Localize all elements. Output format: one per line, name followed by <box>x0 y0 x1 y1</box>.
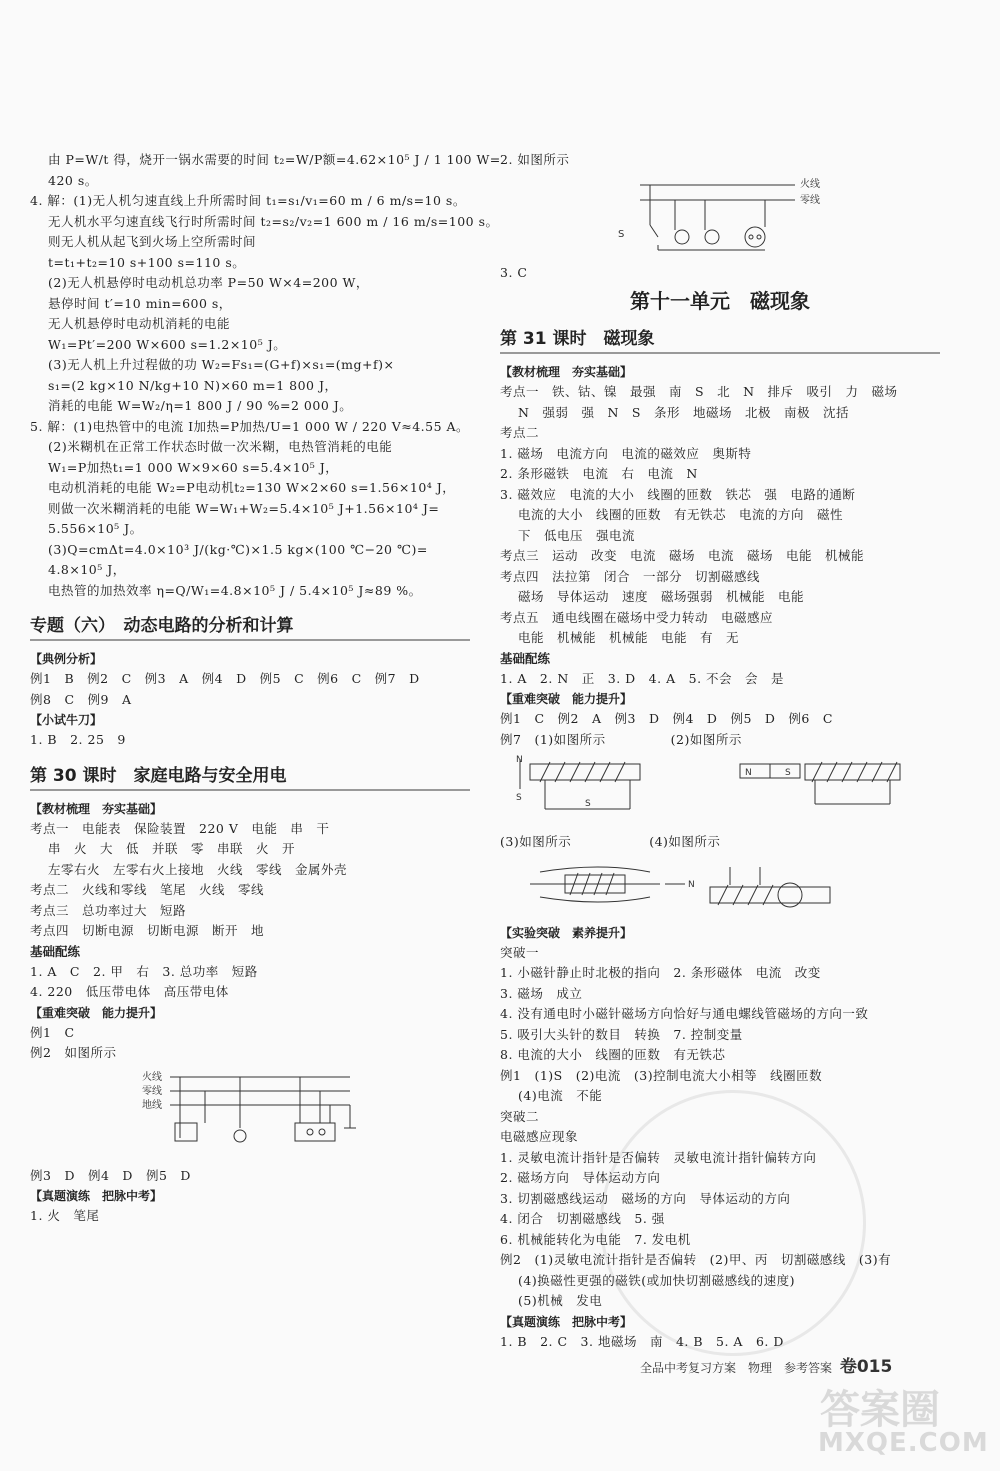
answer-line: (4)换磁性更强的磁铁(或加快切割磁感线的速度) <box>518 1272 795 1288</box>
answer-line: 考点三 总功率过大 短路 <box>30 902 187 918</box>
answer-line: 5.556×10⁵ J。 <box>48 521 143 536</box>
figure-label: S <box>516 793 522 803</box>
section-tag: 【实验突破 素养提升】 <box>500 925 633 940</box>
circuit-label: 地线 <box>142 1099 162 1111</box>
answer-line: 1. 灵敏电流计指针是否偏转 灵敏电流计指针偏转方向 <box>500 1149 817 1165</box>
circuit-label: 零线 <box>800 194 820 206</box>
answer-line: 由 P=W/t 得，烧开一锅水需要的时间 t₂=W/P额=4.62×10⁵ J / 1 100 W= <box>48 152 501 167</box>
answer-line: 2. 磁场方向 导体运动方向 <box>500 1170 661 1185</box>
answer-line: 1. 小磁针静止时北极的指向 2. 条形磁体 电流 改变 <box>500 965 821 980</box>
answer-line: 悬停时间 t′=10 min=600 s， <box>48 295 232 311</box>
section-tag: 【典例分析】 <box>30 652 103 666</box>
answer-line: t=t₁+t₂=10 s+100 s=110 s。 <box>48 254 246 270</box>
lesson30-practice-lines <box>30 962 470 1003</box>
answer-line: N 强弱 强 N S 条形 地磁场 北极 南极 沈括 <box>518 404 849 420</box>
answer-line: 例3 D 例4 D 例5 D <box>30 1167 191 1183</box>
answer-line: 考点五 通电线圈在磁场中受力转动 电磁感应 <box>500 609 774 625</box>
answer-line: 例1 B 例2 C 例3 A 例4 D 例5 C 例6 C 例7 D <box>30 671 420 686</box>
answer-line: 3. 磁场 成立 <box>500 985 583 1001</box>
sub-heading: 突破二 <box>500 1108 540 1124</box>
answer-line: 无人机悬停时电动机消耗的电能 <box>48 316 231 331</box>
answer-line: 例8 C 例9 A <box>30 691 132 707</box>
left-answer-lines <box>30 150 501 601</box>
answer-line: (5)机械 发电 <box>518 1293 603 1308</box>
unit-title: 第十一单元 磁现象 <box>630 289 810 313</box>
breakthrough1-lines <box>500 963 940 1107</box>
answer-line: (3)无人机上升过程做的功 W₂=Fs₁=(G+f)×s₁=(mg+f)× <box>48 357 395 372</box>
figure-label: N <box>688 879 695 890</box>
watermark-url: MXQE.COM <box>818 1428 989 1458</box>
section-tag: 【小试牛刀】 <box>30 713 103 727</box>
page-prefix: 卷 <box>839 1357 857 1377</box>
answer-line: 6. 机械能转化为电能 7. 发电机 <box>500 1231 691 1247</box>
answer-line: 例2 如图所示 <box>30 1045 117 1060</box>
figure-label: S <box>785 768 791 778</box>
answer-line: 3. 切割磁感线运动 磁场的方向 导体运动的方向 <box>500 1190 791 1206</box>
section-tag: 【教材梳理 夯实基础】 <box>30 801 163 816</box>
answer-line: (3)如图所示 (4)如图所示 <box>500 834 721 849</box>
topic6-title: 专题（六） 动态电路的分析和计算 <box>30 607 470 641</box>
breakthrough2-lines <box>500 1127 940 1312</box>
answer-line: 考点二 <box>500 425 540 440</box>
answer-line: 考点一 铁、钴、镍 最强 南 S 北 N 排斥 吸引 力 磁场 <box>500 384 898 399</box>
sub-heading: 基础配练 <box>30 943 81 959</box>
left-column <box>30 150 501 1227</box>
answer-line: 例1 (1)S (2)电流 (3)控制电流大小相等 线圈匝数 <box>500 1067 823 1083</box>
answer-line: 1. 磁场 电流方向 电流的磁效应 奥斯特 <box>500 445 752 461</box>
answer-line: W₁=Pt′=200 W×600 s=1.2×10⁵ J。 <box>48 336 287 352</box>
answer-line: (4)电流 不能 <box>518 1088 603 1103</box>
answer-line: 例7 (1)如图所示 (2)如图所示 <box>500 731 742 747</box>
answer-line: 则无人机从起飞到火场上空所需时间 <box>48 234 257 249</box>
switch-label: S <box>618 228 625 240</box>
answer-line: 无人机水平匀速直线飞行时所需时间 t₂=s₂/v₂=1 600 m / 16 m/s=100 s。 <box>48 213 499 229</box>
answer-line: (2)米糊机在正常工作状态时做一次米糊，电热管消耗的电能 <box>48 439 393 454</box>
page-number: 015 <box>856 1357 893 1377</box>
answer-line: 下 低电压 强电流 <box>518 527 636 543</box>
watermark-logo: 答案圈 <box>820 1387 940 1433</box>
home-circuit-diagram <box>30 1068 470 1158</box>
answer-line: 考点四 切断电源 切断电源 断开 地 <box>30 923 265 938</box>
answer-line: 考点四 法拉第 闭合 一部分 切割磁感线 <box>500 568 761 584</box>
answer-line: 4. 220 低压带电体 高压带电体 <box>30 984 229 999</box>
section-tag: 【重难突破 能力提升】 <box>500 692 633 706</box>
answer-line: 2. 如图所示 <box>500 152 570 167</box>
answer-line: (3)Q=cmΔt=4.0×10³ J/(kg·℃)×1.5 kg×(100 ℃−20 ℃)= <box>48 541 428 557</box>
figure-label: N <box>516 755 523 765</box>
page-footer <box>640 1352 892 1377</box>
answer-line: 420 s。 <box>48 172 98 188</box>
answer-line: (2)无人机悬停时电动机总功率 P=50 W×4=200 W， <box>48 275 369 290</box>
answer-line: 电动机消耗的电能 W₂=P电动机t₂=130 W×2×60 s=1.56×10⁴ J， <box>48 480 456 495</box>
sub-heading: 基础配练 <box>500 650 551 666</box>
section-tag: 【真题演练 把脉中考】 <box>500 1314 633 1329</box>
answer-line: 例1 C <box>30 1024 75 1040</box>
answer-line: 串 火 大 低 并联 零 串联 火 开 <box>48 841 296 856</box>
answer-line: 电能 机械能 机械能 电能 有 无 <box>518 630 740 645</box>
answer-line: 考点三 运动 改变 电流 磁场 电流 磁场 电能 机械能 <box>500 548 865 563</box>
section-tag: 【教材梳理 夯实基础】 <box>500 365 633 379</box>
answer-line: 1. A 2. N 正 3. D 4. A 5. 不会 会 是 <box>500 670 785 686</box>
answer-line: 电热管的加热效率 η=Q/W₁=4.8×10⁵ J / 5.4×10⁵ J≈89 %。 <box>48 582 422 598</box>
answer-line: 电磁感应现象 <box>500 1129 579 1144</box>
answer-line: 5. 解：(1)电热管中的电流 I加热=P加热/U=1 000 W / 220 V≈4.55 A。 <box>30 418 470 434</box>
circuit-label: 火线 <box>800 178 820 190</box>
answer-line: 4. 解：(1)无人机匀速直线上升所需时间 t₁=s₁/v₁=60 m / 6 m/s=10 s。 <box>30 193 466 208</box>
answer-line: 消耗的电能 W=W₂/η=1 800 J / 90 %=2 000 J。 <box>48 398 353 413</box>
answer-line: 考点一 电能表 保险装置 220 V 电能 串 干 <box>30 820 330 836</box>
lamp-circuit-diagram <box>500 175 940 255</box>
solenoid-figures-3-4 <box>500 857 940 915</box>
answer-line: 2. 条形磁铁 电流 右 电流 N <box>500 466 698 481</box>
answer-line: 电流的大小 线圈的匝数 有无铁芯 电流的方向 磁性 <box>518 507 844 522</box>
answer-line: 磁场 导体运动 速度 磁场强弱 机械能 电能 <box>518 589 805 604</box>
circuit-label: 零线 <box>142 1085 162 1097</box>
answer-line: 1. B 2. 25 9 <box>30 732 126 747</box>
section-tag: 【真题演练 把脉中考】 <box>30 1189 163 1203</box>
lesson31-title: 第 31 课时 磁现象 <box>500 320 940 354</box>
answer-line: 4. 没有通电时小磁针磁场方向恰好与通电螺线管磁场的方向一致 <box>500 1006 869 1021</box>
sub-heading: 突破一 <box>500 944 540 960</box>
answer-line: 例2 (1)灵敏电流计指针是否偏转 (2)甲、丙 切割磁感线 (3)有 <box>500 1252 892 1267</box>
solenoid-figures-1-2 <box>500 754 940 824</box>
answer-line: 例1 C 例2 A 例3 D 例4 D 例5 D 例6 C <box>500 711 833 726</box>
answer-line: 1. 火 笔尾 <box>30 1208 100 1223</box>
section-tag: 【重难突破 能力提升】 <box>30 1005 163 1020</box>
book-title: 全品中考复习方案 物理 参考答案 <box>640 1361 833 1375</box>
answer-line: 8. 电流的大小 线圈的匝数 有无铁芯 <box>500 1047 726 1062</box>
figure-label: N <box>745 768 752 778</box>
lesson30-title: 第 30 课时 家庭电路与安全用电 <box>30 757 470 791</box>
answer-line: 5. 吸引大头针的数目 转换 7. 控制变量 <box>500 1026 743 1042</box>
lesson31-lines <box>500 382 940 649</box>
figure-label: S <box>585 799 591 809</box>
answer-line: W₁=P加热t₁=1 000 W×9×60 s=5.4×10⁵ J， <box>48 459 339 475</box>
answer-line: 4. 闭合 切割磁感线 5. 强 <box>500 1211 665 1226</box>
answer-line: 4.8×10⁵ J， <box>48 562 126 577</box>
answer-line: 1. A C 2. 甲 右 3. 总功率 短路 <box>30 963 258 979</box>
circuit-label: 火线 <box>142 1071 162 1083</box>
right-column <box>500 150 940 1352</box>
answer-line: 则做一次米糊消耗的电能 W=W₁+W₂=5.4×10⁵ J+1.56×10⁴ J= <box>48 500 440 516</box>
lesson30-lines <box>30 819 470 942</box>
answer-line: 3. 磁效应 电流的大小 线圈的匝数 铁芯 强 电路的通断 <box>500 486 856 502</box>
answer-line: 3. C <box>500 264 528 280</box>
answer-line: 考点二 火线和零线 笔尾 火线 零线 <box>30 882 265 897</box>
answer-line: 1. B 2. C 3. 地磁场 南 4. B 5. A 6. D <box>500 1333 784 1349</box>
answer-line: 左零右火 左零右火上接地 火线 零线 金属外壳 <box>48 861 348 877</box>
answer-line: s₁=(2 kg×10 N/kg+10 N)×60 m=1 800 J， <box>48 377 338 393</box>
